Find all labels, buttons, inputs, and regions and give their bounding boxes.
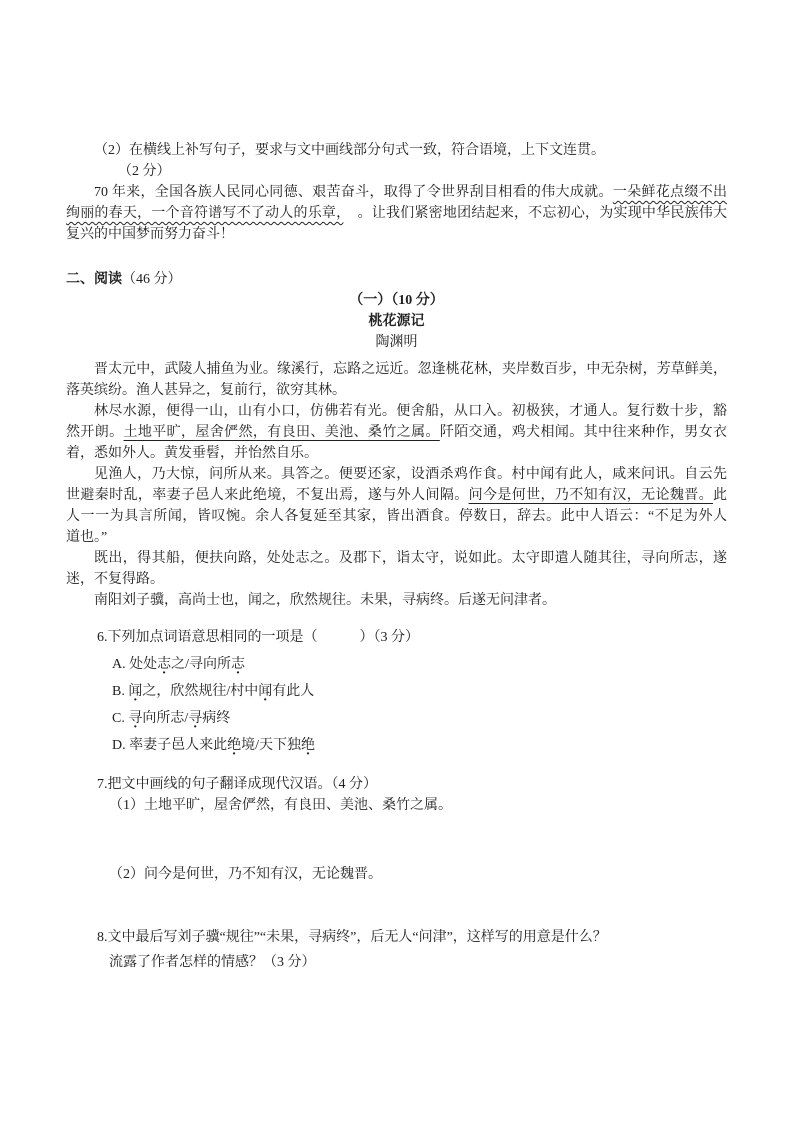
passage-line: [66, 401, 727, 422]
q7-sub-1: [109, 795, 727, 816]
underlined-sentence-2: 问今是何世，乃不知有汉，无论魏晋。: [468, 488, 713, 503]
q6-stem-text: 6.下列加点词语意思相同的一项是（ ）（3 分）: [97, 630, 419, 645]
passage-text: 迷，不复得路。: [66, 572, 164, 587]
section-heading: [66, 269, 727, 290]
underlined-sentence-1: 土地平旷，屋舍俨然，有良田、美池、桑竹之属。: [123, 425, 440, 440]
q8-line2-text: 流露了作者怎样的情感？（3 分）: [109, 955, 316, 970]
q6-stem: [97, 627, 727, 648]
section-part-label: 二、阅读: [66, 272, 122, 287]
passage-line: [66, 380, 727, 401]
passage-line: [66, 422, 727, 443]
q7-sub2-text: （2）问今是何世，乃不知有汉，无论魏晋。: [109, 867, 382, 882]
option-text: 有此人: [272, 684, 315, 699]
intro-para-text: 。让我们紧密地团结起来，不忘初心，为实现中华民族伟大: [343, 206, 728, 221]
passage-text: 道也。”: [66, 530, 108, 545]
model-sentence-wavy-2: 绚丽的春天，一个音符谱写不了动人的乐章，: [66, 206, 344, 221]
passage-line: [66, 443, 727, 464]
q2-score-text: （2 分）: [118, 164, 171, 179]
q2-prompt-text: （2）在横线上补写句子，要求与文中画线部分句式一致，符合语境，上下文连贯。: [94, 143, 605, 158]
passage-line: [66, 569, 727, 590]
passage-title-text: 桃花源记: [368, 314, 425, 329]
passage-text: 既出，得其船，便扶向路，处处志之。及郡下，诣太守，说如此。太守即遣人随其往，寻向所志，遂: [94, 551, 727, 566]
emphasis-dot-char: 闻: [128, 684, 143, 699]
q6-option-b: [112, 681, 727, 702]
passage-title: [66, 311, 727, 332]
passage-text: 见渔人，乃大惊，问所从来。具答之。便要还家，设酒杀鸡作食。村中闻有此人，咸来问讯。自云先: [94, 467, 727, 482]
passage-author: [66, 332, 727, 353]
q6-option-c: [112, 708, 727, 729]
option-text: 之，欣然规往/村中: [142, 684, 259, 699]
passage-line: [66, 590, 727, 611]
passage-line: [66, 485, 727, 506]
passage-line: [66, 464, 727, 485]
passage-text: 人一一为具言所闻，皆叹惋。余人各复延至其家，皆出酒食。停数日，辞去。此中人语云：“不足为外人: [66, 509, 727, 524]
passage-line: [66, 359, 727, 380]
passage-text: 此: [713, 488, 727, 503]
intro-para-text: 复兴的中国梦而努力奋斗！: [66, 227, 234, 242]
q8-line1-text: 8.文中最后写刘子骥“规往”“未果，寻病终”，后无人“问津”，这样写的用意是什么？: [97, 930, 607, 945]
q7-sub-2: [109, 864, 727, 885]
intro-para-line-1: [66, 182, 727, 203]
emphasis-dot-char: 寻: [188, 711, 203, 726]
passage-author-text: 陶渊明: [375, 335, 418, 350]
q7-stem: [97, 774, 727, 795]
option-text: 之/寻向所: [171, 657, 232, 672]
subsection-heading: [66, 290, 727, 311]
intro-para-line-2: [66, 203, 727, 224]
emphasis-dot-char: 闻: [258, 684, 273, 699]
passage-text: 着，悉如外人。黄发垂髫，并怡然自乐。: [66, 446, 318, 461]
model-sentence-wavy-1: 一朵鲜花点缀不出: [612, 185, 728, 200]
q8-line-1: [97, 927, 727, 948]
q8-line-2: [109, 952, 727, 973]
q2-score-line: [118, 161, 727, 182]
passage-text: 林尽水源，便得一山，山有小口，仿佛若有光。便舍船，从口入。初极狭，才通人。复行数十步，豁: [94, 404, 727, 419]
q7-stem-text: 7.把文中画线的句子翻译成现代汉语。（4 分）: [97, 777, 377, 792]
option-text: C.: [112, 711, 129, 726]
option-text: B.: [112, 684, 129, 699]
passage-text: 落英缤纷。渔人甚异之，复前行，欲穷其林。: [66, 383, 346, 398]
option-text: A. 处处: [112, 657, 158, 672]
subsection-text: （一）（10 分）: [349, 293, 444, 308]
q6-option-d: [112, 735, 727, 756]
option-text: 病终: [202, 711, 231, 726]
section-part-score: （46 分）: [122, 272, 182, 287]
intro-para-text: 70 年来，全国各族人民同心同德、艰苦奋斗，取得了令世界刮目相看的伟大成就。: [94, 185, 613, 200]
emphasis-dot-char: 志: [231, 657, 246, 672]
passage-line: [66, 506, 727, 527]
q7-sub1-text: （1）土地平旷，屋舍俨然，有良田、美池、桑竹之属。: [109, 798, 452, 813]
intro-para-line-3: [66, 224, 727, 245]
emphasis-dot-char: 绝: [301, 738, 316, 753]
q6-option-a: [112, 654, 727, 675]
passage-text: 晋太元中，武陵人捕鱼为业。缘溪行，忘路之远近。忽逢桃花林，夹岸数百步，中无杂树，芳草鲜美，: [94, 362, 727, 377]
emphasis-dot-char: 志: [157, 657, 172, 672]
option-text: 境/天下独: [241, 738, 302, 753]
passage-line: [66, 548, 727, 569]
passage-text: 然开朗。: [66, 425, 124, 440]
emphasis-dot-char: 绝: [227, 738, 242, 753]
passage-line: [66, 527, 727, 548]
passage-text: 南阳刘子骥，高尚士也，闻之，欣然规往。未果，寻病终。后遂无问津者。: [94, 593, 556, 608]
q2-prompt-line: [66, 140, 727, 161]
passage-text: 世避秦时乱，率妻子邑人来此绝境，不复出焉，遂与外人间隔。: [66, 488, 469, 503]
option-text: D. 率妻子邑人来此: [112, 738, 228, 753]
emphasis-dot-char: 寻: [128, 711, 143, 726]
option-text: 向所志/: [142, 711, 189, 726]
passage-text: 阡陌交通，鸡犬相闻。其中往来种作，男女衣: [439, 425, 728, 440]
